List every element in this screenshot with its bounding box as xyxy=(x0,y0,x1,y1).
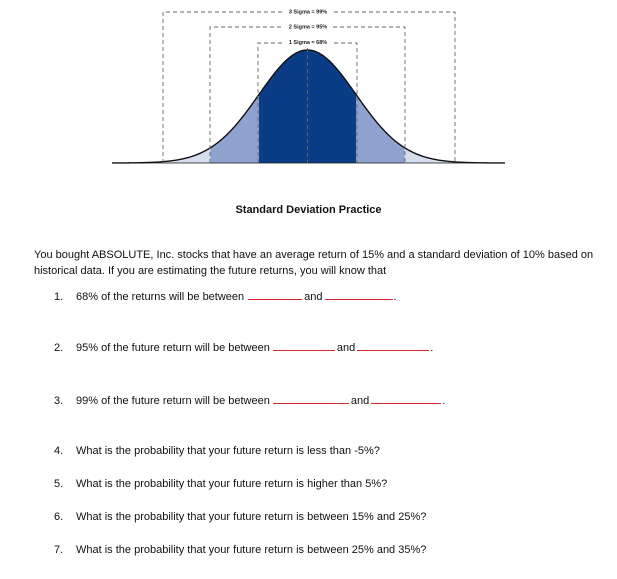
question-end: . xyxy=(430,342,434,354)
question-text: 99% of the future return will be between xyxy=(76,395,270,407)
answer-blank-lower[interactable] xyxy=(248,289,302,300)
question-text: What is the probability that your future return is higher than 5%? xyxy=(76,478,388,490)
connector-text: and xyxy=(304,291,323,303)
question-text: 68% of the returns will be between xyxy=(76,291,245,303)
question-number: 7. xyxy=(54,544,64,556)
one-sigma-label: 1 Sigma = 68% xyxy=(288,40,328,46)
three-sigma-label: 3 Sigma = 99% xyxy=(288,9,328,16)
question-6 xyxy=(54,511,426,523)
question-end: . xyxy=(442,395,446,407)
question-number: 4. xyxy=(54,445,64,457)
question-number: 1. xyxy=(54,291,64,303)
question-number: 6. xyxy=(54,511,64,523)
question-text: What is the probability that your future return is between 25% and 35%? xyxy=(76,544,427,556)
page-title: Standard Deviation Practice xyxy=(235,204,382,216)
question-number: 5. xyxy=(54,478,64,490)
normal-distribution-figure xyxy=(0,0,617,200)
question-text: What is the probability that your future return is less than -5%? xyxy=(76,445,380,457)
connector-text: and xyxy=(336,342,356,354)
answer-blank-lower[interactable] xyxy=(273,393,349,404)
answer-blank-upper[interactable] xyxy=(357,340,429,351)
answer-blank-lower[interactable] xyxy=(273,340,335,351)
question-2 xyxy=(54,340,433,354)
question-number: 3. xyxy=(54,395,64,407)
question-end: . xyxy=(393,291,397,303)
question-7 xyxy=(54,544,426,556)
two-sigma-label: 2 Sigma = 95% xyxy=(288,24,328,31)
answer-blank-upper[interactable] xyxy=(371,393,441,404)
question-4 xyxy=(54,445,380,457)
question-1 xyxy=(54,289,397,303)
connector-text: and xyxy=(350,395,370,407)
question-text: What is the probability that your future return is between 15% and 25%? xyxy=(76,511,427,523)
answer-blank-upper[interactable] xyxy=(325,289,393,300)
question-number: 2. xyxy=(54,342,64,354)
question-3 xyxy=(54,393,445,407)
question-5 xyxy=(54,478,387,490)
question-text: 95% of the future return will be between xyxy=(76,342,270,354)
intro-paragraph: You bought ABSOLUTE, Inc. stocks that have an average return of 15% and a standard deviation of 10% based on historical data. If you are estimating the future returns, you will know that xyxy=(34,249,594,277)
